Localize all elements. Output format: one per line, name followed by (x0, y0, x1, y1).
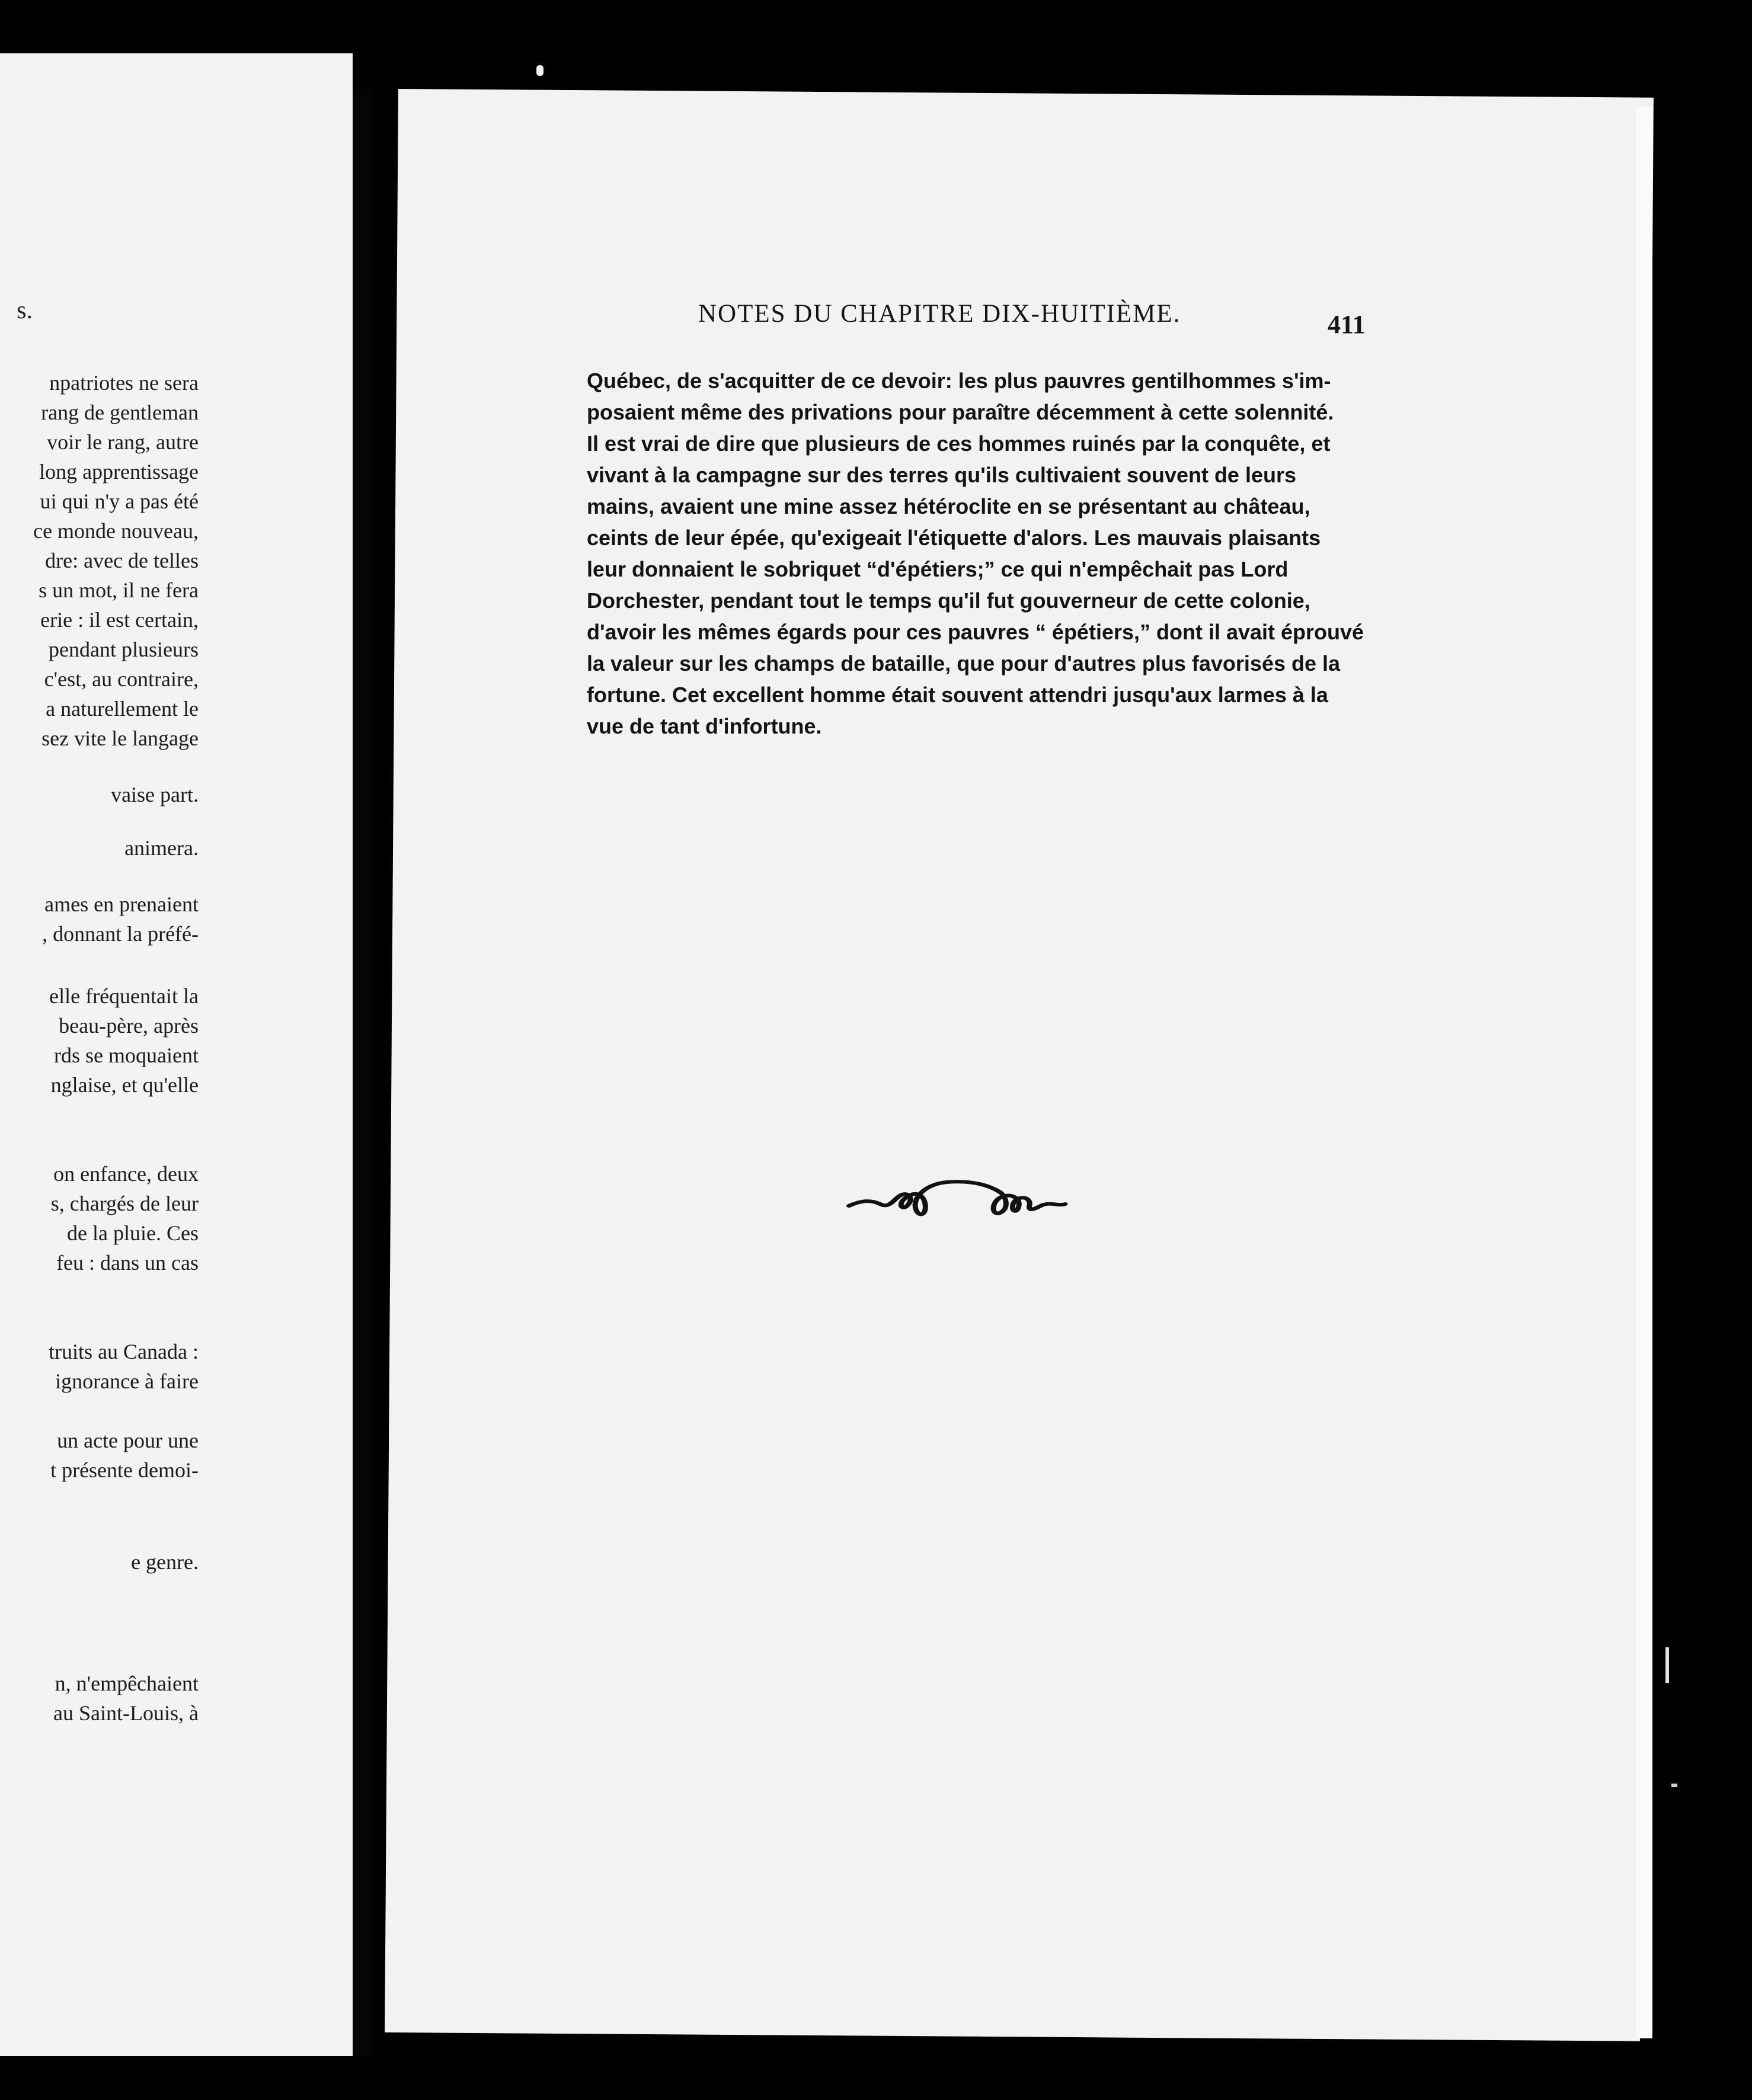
left-page-line: nglaise, et qu'elle (50, 1073, 199, 1097)
book-gutter (353, 89, 373, 2056)
left-page-line: elle fréquentait la (49, 984, 199, 1008)
left-page-line: un acte pour une (57, 1429, 199, 1452)
left-page-line: ui qui n'y a pas été (40, 489, 199, 513)
body-line: mains, avaient une mine assez hétéroclite en se présentant au château, (587, 494, 1310, 518)
body-line: vivant à la campagne sur des terres qu'ils cultivaient souvent de leurs (587, 463, 1296, 487)
left-page-line: dre: avec de telles (45, 549, 199, 572)
scan-speck (1671, 1784, 1677, 1787)
body-line: Dorchester, pendant tout le temps qu'il fut gouverneur de cette colonie, (587, 588, 1310, 613)
body-line: vue de tant d'infortune. (587, 714, 822, 738)
left-page-line: s, chargés de leur (50, 1192, 199, 1215)
left-page-line: erie : il est certain, (40, 608, 199, 632)
body-line: la valeur sur les champs de bataille, que pour d'autres plus favorisés de la (587, 651, 1341, 676)
body-line: d'avoir les mêmes égards pour ces pauvres “ épétiers,” dont il avait éprouvé (587, 620, 1364, 644)
body-line: ceints de leur épée, qu'exigeait l'étiquette d'alors. Les mauvais plaisants (587, 526, 1321, 550)
left-page-line: npatriotes ne sera (49, 371, 199, 395)
body-line: Québec, de s'acquitter de ce devoir: les plus pauvres gentilhommes s'im- (587, 369, 1331, 393)
left-page-line: ignorance à faire (55, 1369, 199, 1393)
left-page-line: n, n'empêchaient (55, 1672, 199, 1695)
tailpiece-ornament-icon (845, 1173, 1082, 1238)
body-line: fortune. Cet excellent homme était souvent attendri jusqu'aux larmes à la (587, 683, 1328, 707)
right-page-edge (1636, 107, 1652, 2038)
left-page-line: sez vite le langage (41, 726, 199, 750)
left-page-line: de la pluie. Ces (67, 1221, 199, 1245)
left-page-line: rds se moquaient (54, 1043, 199, 1067)
left-page-line: beau-père, après (59, 1014, 199, 1038)
left-page-line: vaise part. (111, 783, 199, 806)
scan-speck (1665, 1647, 1669, 1683)
left-page-line: pendant plusieurs (49, 638, 199, 661)
page-number: 411 (1328, 310, 1366, 339)
left-page-line: rang de gentleman (41, 401, 199, 424)
running-head: NOTES DU CHAPITRE DIX-HUITIÈME. (698, 300, 1181, 328)
left-page (0, 53, 353, 2056)
left-page-line: long apprentissage (39, 460, 199, 484)
scan-speck (536, 65, 543, 76)
left-page-line: t présente demoi- (50, 1458, 199, 1482)
left-page-line: , donnant la préfé- (42, 922, 199, 946)
left-page-line: a naturellement le (46, 697, 199, 721)
left-page-line: on enfance, deux (53, 1162, 199, 1186)
left-running-head-fragment: s. (17, 297, 33, 324)
left-page-line: au Saint-Louis, à (53, 1701, 199, 1725)
left-page-line: e genre. (131, 1550, 199, 1574)
left-page-line: ce monde nouveau, (33, 519, 199, 543)
body-line: posaient même des privations pour paraître décemment à cette solennité. (587, 400, 1334, 424)
body-line: Il est vrai de dire que plusieurs de ces hommes ruinés par la conquête, et (587, 431, 1331, 456)
left-page-line: ames en prenaient (44, 892, 199, 916)
left-page-line: voir le rang, autre (47, 430, 199, 454)
left-page-line: truits au Canada : (49, 1340, 199, 1363)
left-page-line: c'est, au contraire, (44, 667, 199, 691)
left-page-line: feu : dans un cas (56, 1251, 199, 1275)
left-page-line: animera. (124, 836, 199, 860)
left-page-line: s un mot, il ne fera (39, 578, 199, 602)
body-line: leur donnaient le sobriquet “d'épétiers;” ce qui n'empêchait pas Lord (587, 557, 1289, 581)
